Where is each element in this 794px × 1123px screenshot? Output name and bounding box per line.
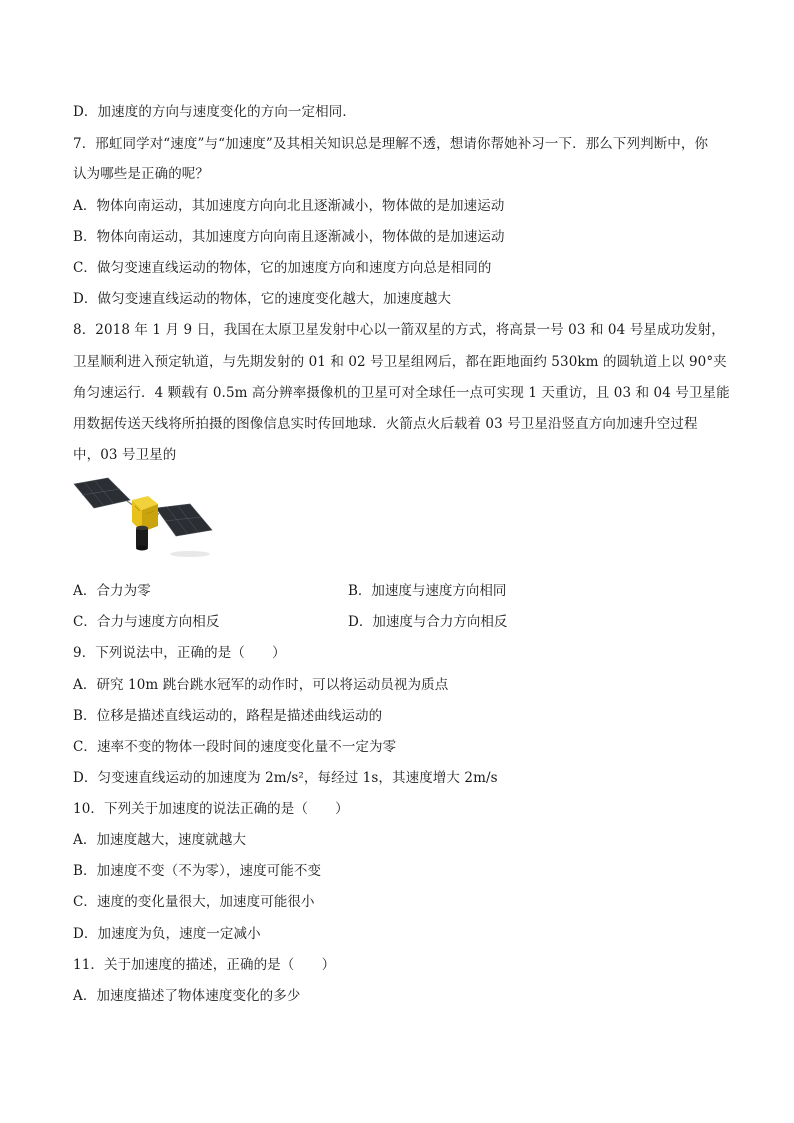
q10-option-a: A．加速度越大，速度就越大: [73, 832, 247, 848]
q9-option-b: B．位移是描述直线运动的，路程是描述曲线运动的: [73, 708, 383, 724]
q7-option-b: B．物体向南运动，其加速度方向向南且逐渐减小，物体做的是加速运动: [73, 229, 505, 245]
q8-option-d: D．加速度与合力方向相反: [348, 614, 508, 630]
q9-option-c: C．速率不变的物体一段时间的速度变化量不一定为零: [73, 739, 397, 755]
q7-stem-line1: 7．邢虹同学对“速度”与“加速度”及其相关知识总是理解不透，想请你帮她补习一下．那么下列判断中，你: [73, 136, 709, 152]
q9-option-d: D．匀变速直线运动的加速度为 2m/s²，每经过 1s，其速度增大 2m/s: [73, 770, 498, 786]
q7-option-c: C．做匀变速直线运动的物体，它的加速度方向和速度方向总是相同的: [73, 260, 492, 276]
q8-option-c: C．合力与速度方向相反: [73, 614, 220, 630]
q8-stem-line1: 8．2018 年 1 月 9 日，我国在太原卫星发射中心以一箭双星的方式，将高景一号 03 和 04 号星成功发射，: [73, 322, 725, 338]
q11-stem: 11．关于加速度的描述，正确的是（ ）: [73, 957, 336, 973]
q7-option-d: D．做匀变速直线运动的物体，它的速度变化越大，加速度越大: [73, 291, 452, 307]
q8-stem-line3: 角匀速运行．4 颗载有 0.5m 高分辨率摄像机的卫星可对全球任一点可实现 1 天重访，且 03 和 04 号卫星能: [73, 385, 730, 401]
q8-stem-line5: 中，03 号卫星的: [73, 447, 177, 463]
q8-option-a: A．合力为零: [73, 583, 151, 599]
q8-stem-line2: 卫星顺利进入预定轨道，与先期发射的 01 和 02 号卫星组网后，都在距地面约 530km 的圆轨道上以 90°夹: [73, 354, 727, 370]
q7-option-a: A．物体向南运动，其加速度方向向北且逐渐减小，物体做的是加速运动: [73, 198, 505, 214]
q10-stem: 10．下列关于加速度的说法正确的是（ ）: [73, 801, 349, 817]
q10-option-d: D．加速度为负，速度一定减小: [73, 926, 261, 942]
q6-option-d: D．加速度的方向与速度变化的方向一定相同．: [73, 104, 356, 120]
q8-option-b: B．加速度与速度方向相同: [348, 583, 507, 599]
q10-option-b: B．加速度不变（不为零），速度可能不变: [73, 863, 322, 879]
q7-stem-line2: 认为哪些是正确的呢？: [73, 166, 209, 182]
q11-option-a: A．加速度描述了物体速度变化的多少: [73, 988, 301, 1004]
q9-option-a: A．研究 10m 跳台跳水冠军的动作时，可以将运动员视为质点: [73, 677, 449, 693]
q10-option-c: C．速度的变化量很大，加速度可能很小: [73, 894, 315, 910]
satellite-image: [72, 470, 220, 562]
q9-stem: 9．下列说法中，正确的是（ ）: [73, 645, 286, 661]
q8-stem-line4: 用数据传送天线将所拍摄的图像信息实时传回地球．火箭点火后载着 03 号卫星沿竖直方向加速升空过程: [73, 416, 698, 432]
